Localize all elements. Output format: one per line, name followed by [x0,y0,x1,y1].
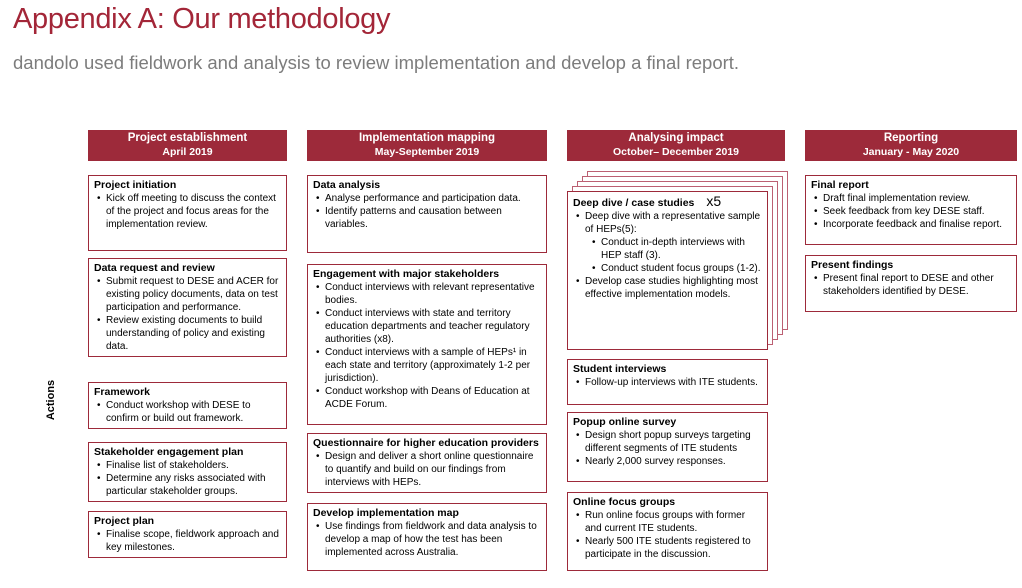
box-popup-online-survey [567,412,768,482]
box-present-findings [805,255,1017,312]
box-title: Engagement with major stakeholders [313,268,500,280]
bullet-list [811,192,1012,231]
box-title: Student interviews [573,363,667,375]
bullet-list [573,376,763,389]
bullet-list [94,192,282,231]
box-title-text: Deep dive / case studies [573,197,695,209]
bullet-item: • Conduct interviews with state and territory education departments and teacher regulatory authorities (x8). [313,307,542,346]
box-student-interviews [567,359,768,405]
bullet-list [94,275,282,353]
box-title: Data analysis [313,179,381,191]
sub-bullet-item: • Conduct student focus groups (1-2). [589,262,763,275]
bullet-item: • Determine any risks associated with particular stakeholder groups. [94,472,282,498]
box-final-report [805,175,1017,245]
bullet-list [313,281,542,411]
box-data-request-and-review [88,258,287,357]
column-header-title: Reporting [883,132,939,144]
box-deep-dive-case-studies [567,191,768,350]
actions-axis-label: Actions [45,379,57,421]
bullet-list [94,459,282,498]
box-data-analysis [307,175,547,253]
column-header-implementation-mapping [307,130,547,161]
column-header-date: May-September 2019 [374,145,480,158]
bullet-list [94,528,282,554]
box-title: Popup online survey [573,416,677,428]
box-title: Present findings [811,259,894,271]
column-header-date: April 2019 [162,145,213,158]
bullet-item: • Conduct workshop with DESE to confirm or build out framework. [94,399,282,425]
multiplier-badge: x5 [706,193,722,209]
bullet-item: • Identify patterns and causation between variables. [313,205,542,231]
bullet-item: • Conduct interviews with relevant representative bodies. [313,281,542,307]
bullet-item: • Draft final implementation review. [811,192,1012,205]
bullet-list [313,450,542,489]
bullet-item: • Conduct workshop with Deans of Education at ACDE Forum. [313,385,542,411]
bullet-item: • Design and deliver a short online questionnaire to quantify and build on our findings from interviews with HEPs. [313,450,542,489]
bullet-item: • Finalise list of stakeholders. [94,459,282,472]
column-header-title: Implementation mapping [358,132,496,144]
bullet-item: • Design short popup surveys targeting different segments of ITE students [573,429,763,455]
bullet-item: • Follow-up interviews with ITE students. [573,376,763,389]
bullet-item: • Analyse performance and participation data. [313,192,542,205]
bullet-list [573,210,763,301]
box-title: Stakeholder engagement plan [94,446,244,458]
box-title: Data request and review [94,262,215,274]
page-title: Appendix A: Our methodology [13,3,391,35]
box-title: Develop implementation map [313,507,459,519]
box-title [573,195,763,210]
box-online-focus-groups [567,492,768,571]
bullet-item: • Present final report to DESE and other stakeholders identified by DESE. [811,272,1012,298]
column-header-analysing-impact [567,130,785,161]
bullet-list [94,399,282,425]
box-project-initiation [88,175,287,251]
bullet-item: • Use findings from fieldwork and data analysis to develop a map of how the test has been implemented across Australia. [313,520,542,559]
bullet-item: • Develop case studies highlighting most effective implementation models. [573,275,763,301]
box-title: Questionnaire for higher education providers [313,437,539,449]
bullet-item: • Run online focus groups with former and current ITE students. [573,509,763,535]
sub-bullet-item: • Conduct in-depth interviews with HEP staff (3). [589,236,763,262]
column-header-title: Project establishment [127,132,248,144]
box-questionnaire-for-higher-education-providers [307,433,547,493]
column-header-title: Analysing impact [628,132,724,144]
bullet-item: • Review existing documents to build understanding of policy and existing data. [94,314,282,353]
bullet-list [313,192,542,231]
bullet-list [811,272,1012,298]
bullet-item: • Finalise scope, fieldwork approach and key milestones. [94,528,282,554]
column-header-date: January - May 2020 [862,145,960,158]
bullet-item: • Conduct interviews with a sample of HEPs¹ in each state and territory (approximately 1-2 per jurisdiction). [313,346,542,385]
bullet-list [313,520,542,559]
bullet-item: • Kick off meeting to discuss the context of the project and focus areas for the implementation review. [94,192,282,231]
column-header-reporting [805,130,1017,161]
box-title: Project initiation [94,179,177,191]
bullet-item: • Submit request to DESE and ACER for existing policy documents, data on test participation and performance. [94,275,282,314]
box-title: Project plan [94,515,155,527]
bullet-item: • Deep dive with a representative sample of HEPs(5): [573,210,763,236]
bullet-list [573,429,763,468]
box-develop-implementation-map [307,503,547,571]
bullet-item: • Nearly 2,000 survey responses. [573,455,763,468]
column-header-project-establishment [88,130,287,161]
column-header-date: October– December 2019 [612,145,740,158]
bullet-list [573,509,763,561]
deep-dive-card-stack [567,171,789,351]
page-subtitle: dandolo used fieldwork and analysis to review implementation and develop a final report. [13,52,740,73]
box-project-plan [88,511,287,558]
box-engagement-with-major-stakeholders [307,264,547,425]
box-title: Final report [811,179,869,191]
box-stakeholder-engagement-plan [88,442,287,502]
box-title: Online focus groups [573,496,676,508]
bullet-item: • Seek feedback from key DESE staff. [811,205,1012,218]
box-title: Framework [94,386,151,398]
bullet-item: • Nearly 500 ITE students registered to participate in the discussion. [573,535,763,561]
bullet-item: • Incorporate feedback and finalise report. [811,218,1012,231]
box-framework [88,382,287,429]
